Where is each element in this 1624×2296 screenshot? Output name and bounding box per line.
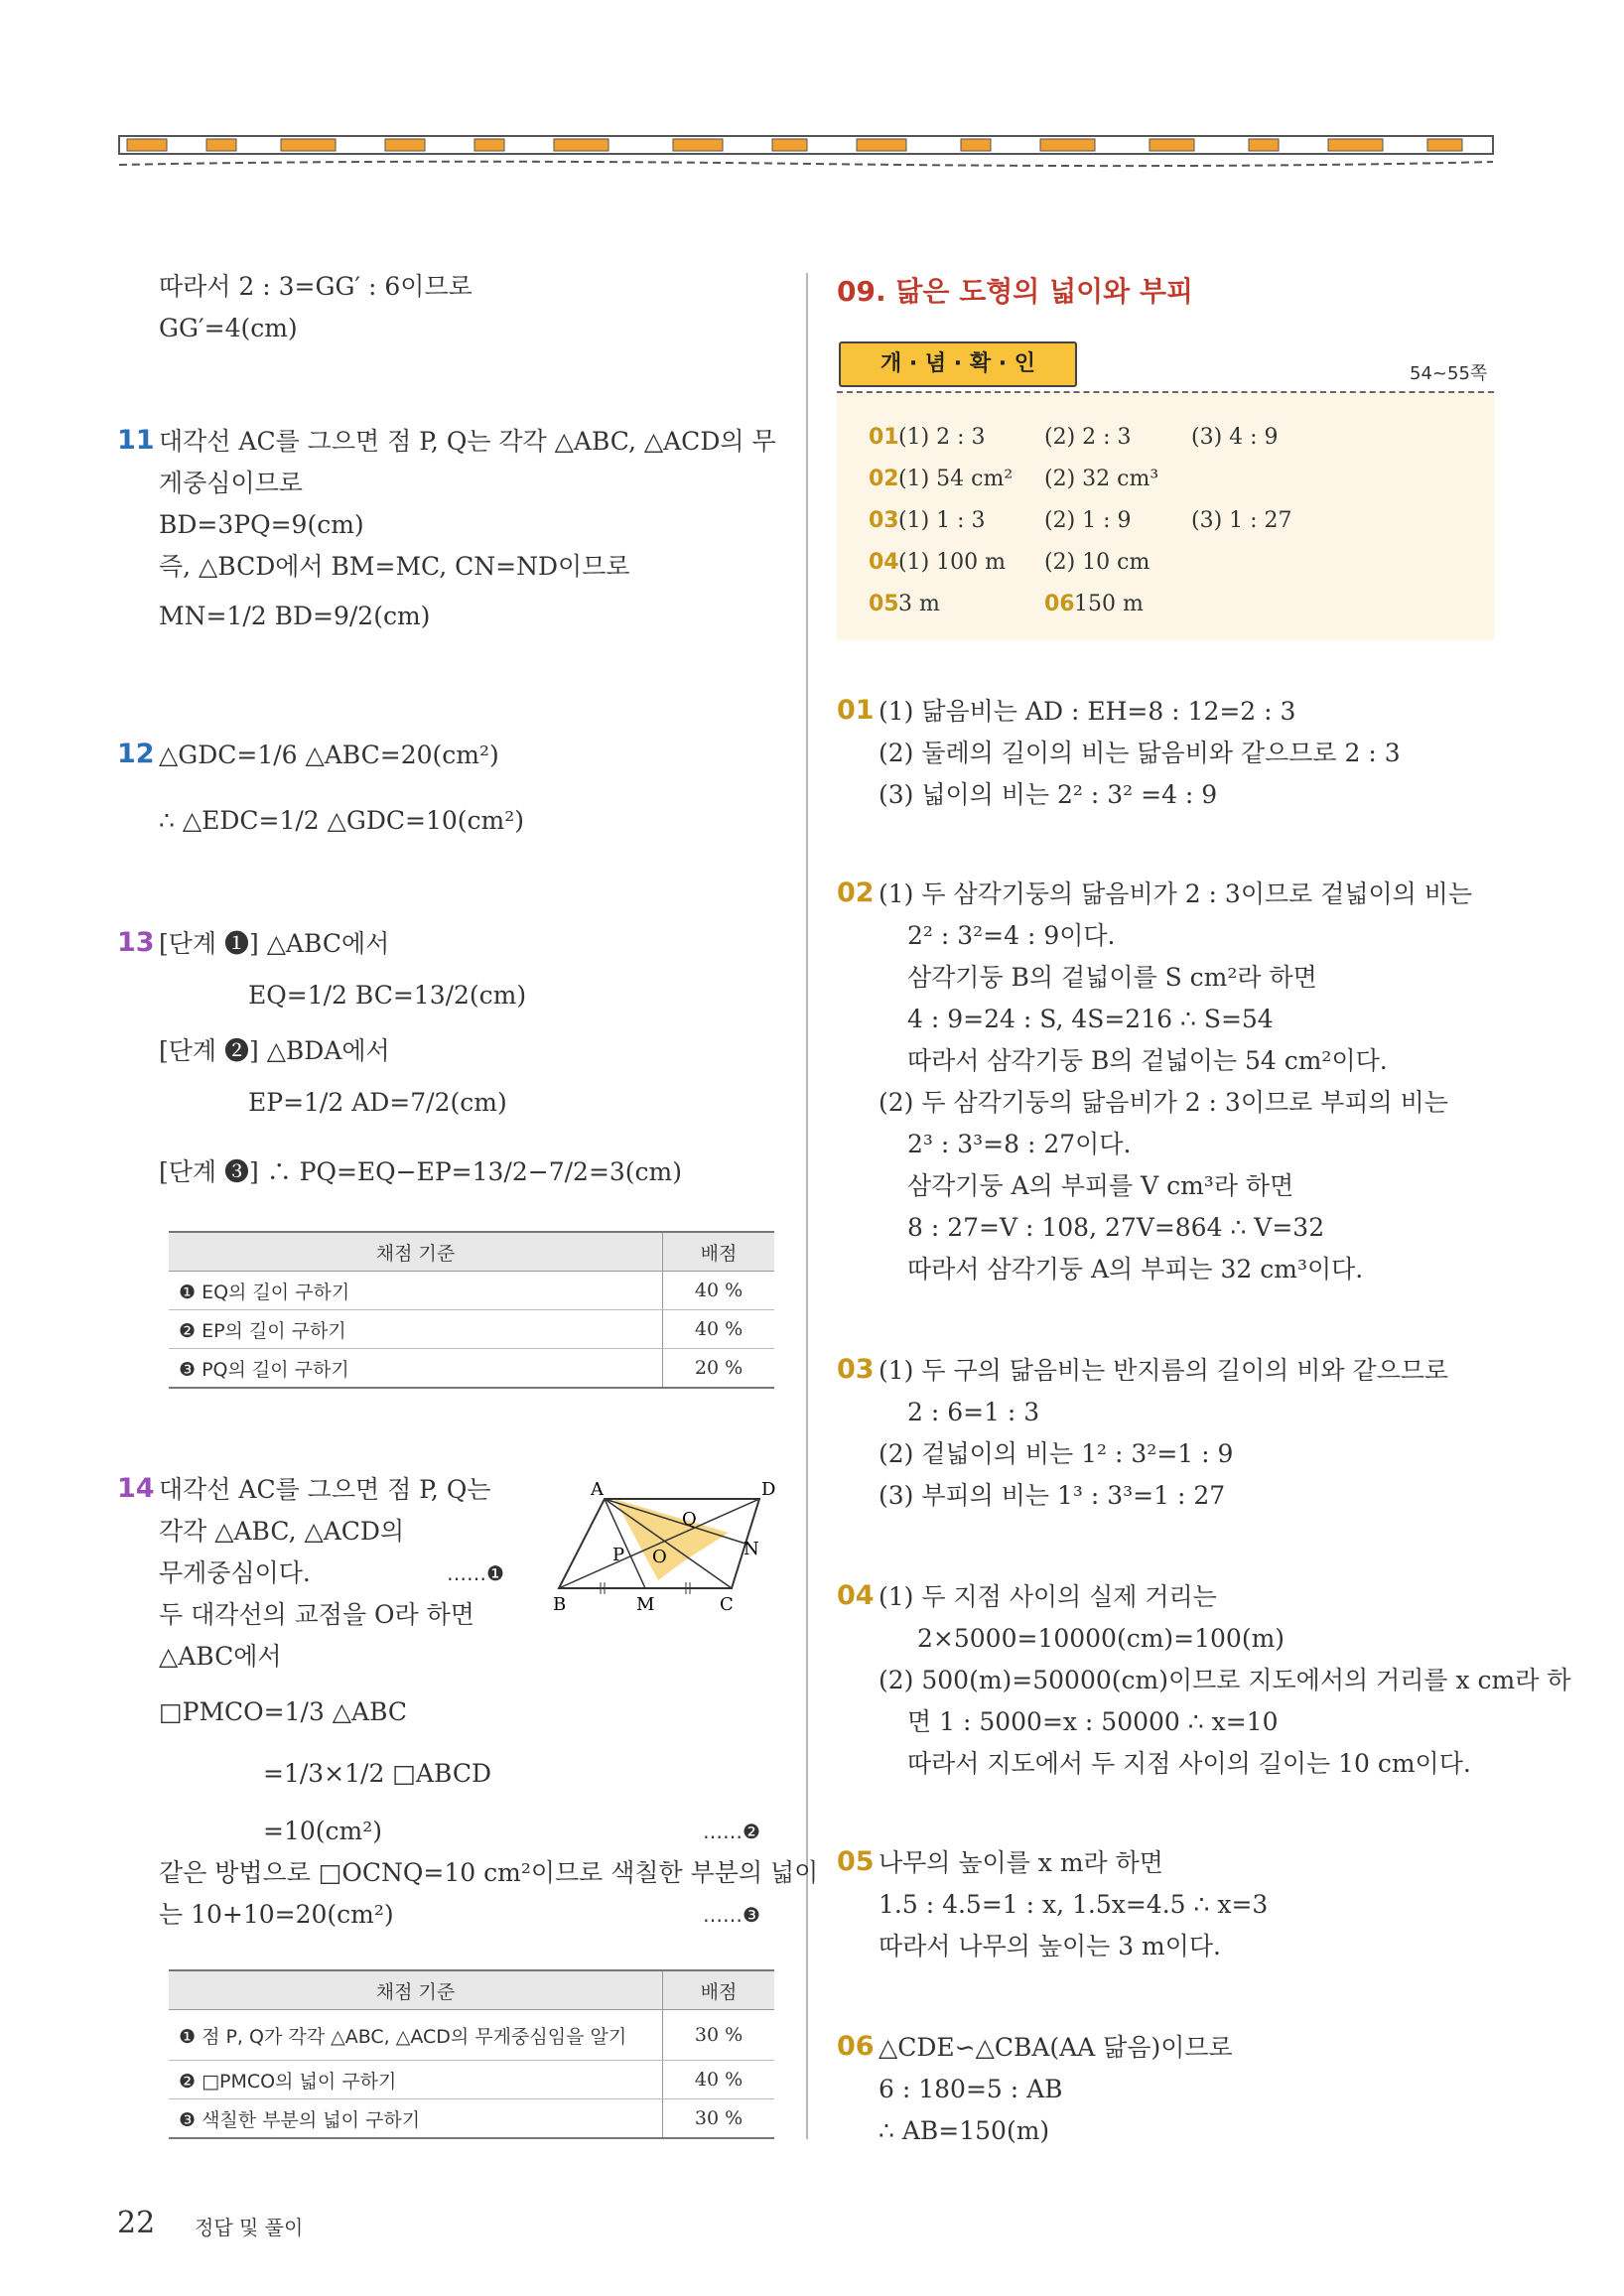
- table-cell: 40 %: [663, 1310, 775, 1349]
- fig-label-d: D: [761, 1479, 776, 1500]
- answer-value: (2) 32 cm³: [1044, 467, 1159, 491]
- p11-line: BD=3PQ=9(cm): [159, 510, 364, 539]
- answer-value: (1) 1 : 3: [898, 508, 986, 533]
- top-ruler-decoration: [117, 131, 1497, 175]
- p14-line: 는 10+10=20(cm²): [159, 1900, 394, 1929]
- answer-value: (2) 2 : 3: [1044, 425, 1132, 450]
- p02-line: 따라서 삼각기둥 A의 부피는 32 cm³이다.: [907, 1255, 1364, 1283]
- p14-line: 두 대각선의 교점을 O라 하면: [159, 1600, 474, 1629]
- p14-line: 같은 방법으로 □OCNQ=10 cm²이므로 색칠한 부분의 넓이: [159, 1858, 819, 1887]
- p02-line: (1) 두 삼각기둥의 닮음비가 2 : 3이므로 겉넓이의 비는: [879, 879, 1473, 908]
- p06-line: △CDE∽△CBA(AA 닮음)이므로: [879, 2033, 1233, 2062]
- p02-line: 8 : 27=V : 108, 27V=864 ∴ V=32: [907, 1213, 1325, 1242]
- fig-label-c: C: [720, 1594, 734, 1615]
- grading-table-13: [169, 1231, 774, 1389]
- p02-line: 삼각기둥 A의 부피를 V cm³라 하면: [907, 1171, 1294, 1200]
- p13-line: EP=1/2 AD=7/2(cm): [248, 1088, 507, 1117]
- answer-value: 150 m: [1074, 592, 1144, 616]
- table-header: 채점 기준: [169, 1970, 663, 2010]
- p14-line: □PMCO=1/3 △ABC: [159, 1697, 408, 1726]
- fig-label-a: A: [591, 1479, 604, 1500]
- table-header: 채점 기준: [169, 1232, 663, 1272]
- fig-label-p: P: [612, 1545, 625, 1565]
- table-cell: ❷ EP의 길이 구하기: [169, 1310, 663, 1349]
- p13-line: [단계 ❷] △BDA에서: [159, 1036, 390, 1065]
- p02-line: 삼각기둥 B의 겉넓이를 S cm²라 하면: [907, 963, 1317, 992]
- p03-line: 2 : 6=1 : 3: [907, 1398, 1040, 1426]
- problem-number-14: 14: [117, 1473, 155, 1504]
- p11-line: 대각선 AC를 그으면 점 P, Q는 각각 △ABC, △ACD의 무: [159, 427, 776, 456]
- p01-line: (1) 닮음비는 AD : EH=8 : 12=2 : 3: [879, 697, 1296, 726]
- continued-line-2: GG′=4(cm): [159, 314, 298, 342]
- p02-line: (2) 두 삼각기둥의 닮음비가 2 : 3이므로 부피의 비는: [879, 1088, 1448, 1117]
- section-title: 09. 닮은 도형의 넓이와 부피: [837, 275, 1194, 308]
- answer-value: (1) 54 cm²: [898, 467, 1014, 491]
- p06-line: 6 : 180=5 : AB: [879, 2075, 1063, 2103]
- continued-line-1: 따라서 2 : 3=GG′ : 6이므로: [159, 272, 473, 301]
- p02-line: 4 : 9=24 : S, 4S=216 ∴ S=54: [907, 1005, 1274, 1033]
- p11-line: 게중심이므로: [159, 469, 303, 497]
- concept-check-label: 개 · 념 · 확 · 인: [839, 341, 1077, 387]
- answer-num: 06: [1044, 592, 1075, 616]
- p06-line: ∴ AB=150(m): [879, 2116, 1050, 2145]
- answer-num: 03: [869, 508, 899, 533]
- p12-line: △GDC=1/6 △ABC=20(cm²): [159, 741, 499, 769]
- answer-value: (3) 1 : 27: [1191, 508, 1292, 533]
- p05-line: 따라서 나무의 높이는 3 m이다.: [879, 1932, 1221, 1960]
- p02-line: 2³ : 3³=8 : 27이다.: [907, 1130, 1132, 1158]
- p01-line: (3) 넓이의 비는 2² : 3² =4 : 9: [879, 780, 1218, 809]
- answer-value: 3 m: [898, 592, 940, 616]
- problem-number-13: 13: [117, 927, 155, 958]
- table-cell: ❶ 점 P, Q가 각각 △ABC, △ACD의 무게중심임을 알기: [169, 2010, 663, 2061]
- problem-number-01: 01: [837, 695, 875, 726]
- answer-num: 04: [869, 550, 899, 575]
- fig-label-q: Q: [682, 1509, 697, 1530]
- p11-line: MN=1/2 BD=9/2(cm): [159, 602, 431, 630]
- p14-line: 무게중심이다.: [159, 1558, 311, 1587]
- table-cell: 20 %: [663, 1349, 775, 1389]
- table-cell: 30 %: [663, 2010, 775, 2061]
- fig-label-n: N: [744, 1539, 759, 1559]
- p04-line: 면 1 : 5000=x : 50000 ∴ x=10: [907, 1707, 1279, 1736]
- p02-line: 2² : 3²=4 : 9이다.: [907, 921, 1116, 950]
- problem-number-04: 04: [837, 1580, 875, 1611]
- p03-line: (3) 부피의 비는 1³ : 3³=1 : 27: [879, 1481, 1226, 1510]
- table-header: 배점: [663, 1970, 775, 2010]
- p13-line: EQ=1/2 BC=13/2(cm): [248, 981, 527, 1010]
- p03-line: (1) 두 구의 닮음비는 반지름의 길이의 비와 같으므로: [879, 1356, 1449, 1385]
- p02-line: 따라서 삼각기둥 B의 겉넓이는 54 cm²이다.: [907, 1046, 1388, 1075]
- answer-value: (1) 2 : 3: [898, 425, 986, 450]
- problem-number-11: 11: [117, 425, 155, 456]
- p14-line: =10(cm²): [263, 1817, 382, 1845]
- table-cell: ❶ EQ의 길이 구하기: [169, 1272, 663, 1310]
- answer-value: (2) 1 : 9: [1044, 508, 1132, 533]
- p14-line: 대각선 AC를 그으면 점 P, Q는: [159, 1475, 491, 1504]
- table-cell: ❸ 색칠한 부분의 넓이 구하기: [169, 2099, 663, 2139]
- p05-line: 1.5 : 4.5=1 : x, 1.5x=4.5 ∴ x=3: [879, 1890, 1269, 1919]
- table-cell: 30 %: [663, 2099, 775, 2139]
- table-cell: 40 %: [663, 1272, 775, 1310]
- table-cell: ❸ PQ의 길이 구하기: [169, 1349, 663, 1389]
- p11-line: 즉, △BCD에서 BM=MC, CN=ND이므로: [159, 552, 630, 581]
- problem-number-06: 06: [837, 2031, 875, 2062]
- table-cell: ❷ □PMCO의 넓이 구하기: [169, 2061, 663, 2099]
- parallelogram-figure: [541, 1477, 779, 1626]
- table-cell: 40 %: [663, 2061, 775, 2099]
- p14-line: △ABC에서: [159, 1642, 282, 1671]
- p13-line: [단계 ❸] ∴ PQ=EQ−EP=13/2−7/2=3(cm): [159, 1157, 683, 1186]
- problem-number-05: 05: [837, 1846, 875, 1877]
- answer-num: 02: [869, 467, 899, 491]
- answer-num: 05: [869, 592, 899, 616]
- p04-line: (1) 두 지점 사이의 실제 거리는: [879, 1582, 1217, 1611]
- dashed-rule: [837, 391, 1494, 393]
- problem-number-02: 02: [837, 878, 875, 908]
- step-mark-3: ……❸: [703, 1903, 760, 1927]
- answer-value: (3) 4 : 9: [1191, 425, 1279, 450]
- p12-line: ∴ △EDC=1/2 △GDC=10(cm²): [159, 806, 524, 835]
- p04-line: 따라서 지도에서 두 지점 사이의 길이는 10 cm이다.: [907, 1749, 1471, 1778]
- fig-label-o: O: [652, 1547, 667, 1567]
- fig-label-b: B: [553, 1594, 567, 1615]
- table-header: 배점: [663, 1232, 775, 1272]
- p14-line: 각각 △ABC, △ACD의: [159, 1517, 405, 1546]
- page-range: 54~55쪽: [1410, 363, 1488, 384]
- answer-value: (1) 100 m: [898, 550, 1007, 575]
- p14-line: =1/3×1/2 □ABCD: [263, 1759, 491, 1788]
- p03-line: (2) 겉넓이의 비는 1² : 3²=1 : 9: [879, 1439, 1234, 1468]
- answer-value: (2) 10 cm: [1044, 550, 1150, 575]
- p13-line: [단계 ❶] △ABC에서: [159, 929, 390, 958]
- answer-num: 01: [869, 425, 899, 450]
- p04-line: (2) 500(m)=50000(cm)이므로 지도에서의 거리를 x cm라 하: [879, 1666, 1571, 1694]
- p04-line: 2×5000=10000(cm)=100(m): [917, 1624, 1286, 1653]
- fig-label-m: M: [636, 1594, 655, 1615]
- grading-table-14: [169, 1969, 774, 2139]
- p01-line: (2) 둘레의 길이의 비는 닮음비와 같으므로 2 : 3: [879, 739, 1401, 767]
- page-footer-label: 정답 및 풀이: [195, 2216, 304, 2239]
- problem-number-12: 12: [117, 739, 155, 769]
- page-number: 22: [117, 2206, 156, 2240]
- problem-number-03: 03: [837, 1354, 875, 1385]
- p05-line: 나무의 높이를 x m라 하면: [879, 1848, 1163, 1877]
- step-mark-2: ……❷: [703, 1820, 760, 1843]
- step-mark-1: ……❶: [447, 1561, 504, 1585]
